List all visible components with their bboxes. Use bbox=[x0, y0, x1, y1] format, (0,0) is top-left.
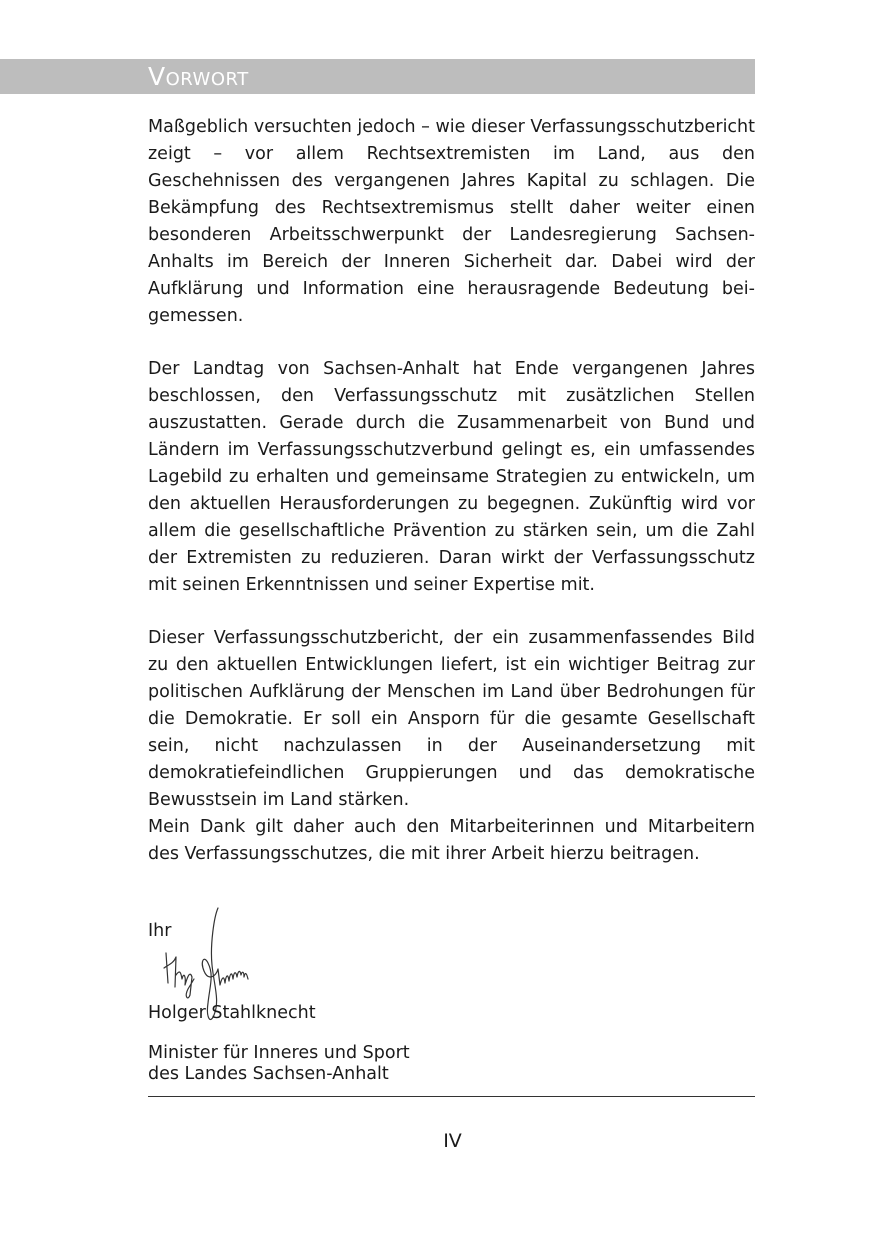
footer-divider bbox=[148, 1096, 755, 1097]
header-bar bbox=[0, 59, 755, 94]
salutation: Ihr bbox=[148, 921, 172, 941]
paragraph: Dieser Verfassungsschutzbericht, der ein zusammenfassendes Bild zu den aktuellen Entwicklungen liefert, ist ein wichtiger Beitrag zur politischen Aufklärung der Menschen im Land über Bedrohungen für die Demokratie. Er soll ein Ansporn für die gesamte Gesellschaft sein, nicht nachzulassen in der Auseinandersetzung mit demokratiefeindlichen Gruppierungen und das demokratische Bewusstsein im Land stärken. bbox=[148, 628, 755, 810]
author-title bbox=[148, 1043, 410, 1085]
body-text bbox=[148, 114, 755, 868]
page-number: IV bbox=[443, 1130, 462, 1152]
paragraph: Mein Dank gilt daher auch den Mitarbeiterinnen und Mitarbeitern des Verfassungsschutzes, die mit ihrer Arbeit hierzu beitragen. bbox=[148, 817, 755, 864]
section-title: Vorwort bbox=[148, 62, 249, 91]
paragraph: Der Landtag von Sachsen-Anhalt hat Ende vergangenen Jahres beschlossen, den Verfassungsschutz mit zusätzlichen Stellen auszustatten. Gerade durch die Zusammenarbeit von Bund und Ländern im Verfassungsschutzverbund gelingt es, ein umfassendes Lagebild zu erhalten und gemeinsame Strategien zu entwickeln, um den aktuellen Herausforderungen zu begegnen. Zukünftig wird vor allem die gesellschaftliche Prävention zu stärken sein, um die Zahl der Extremisten zu reduzieren. Daran wirkt der Verfassungsschutz mit seinen Erkenntnissen und seiner Expertise mit. bbox=[148, 359, 755, 595]
author-title-line: Minister für Inneres und Sport bbox=[148, 1043, 410, 1063]
author-title-line: des Landes Sachsen-Anhalt bbox=[148, 1064, 389, 1084]
author-name: Holger Stahlknecht bbox=[148, 1003, 316, 1023]
paragraph: Maßgeblich versuchten jedoch – wie dieser Verfassungsschutzbericht zeigt – vor allem Rechtsextremisten im Land, aus den Geschehnissen des vergangenen Jahres Kapital zu schlagen. Die Bekämpfung des Rechtsextremismus stellt daher weiter einen besonderen Arbeitsschwerpunkt der Landesregierung Sachsen-Anhalts im Bereich der Inneren Sicherheit dar. Dabei wird der Aufklärung und Information eine herausragende Bedeutung beigemessen. bbox=[148, 117, 755, 326]
